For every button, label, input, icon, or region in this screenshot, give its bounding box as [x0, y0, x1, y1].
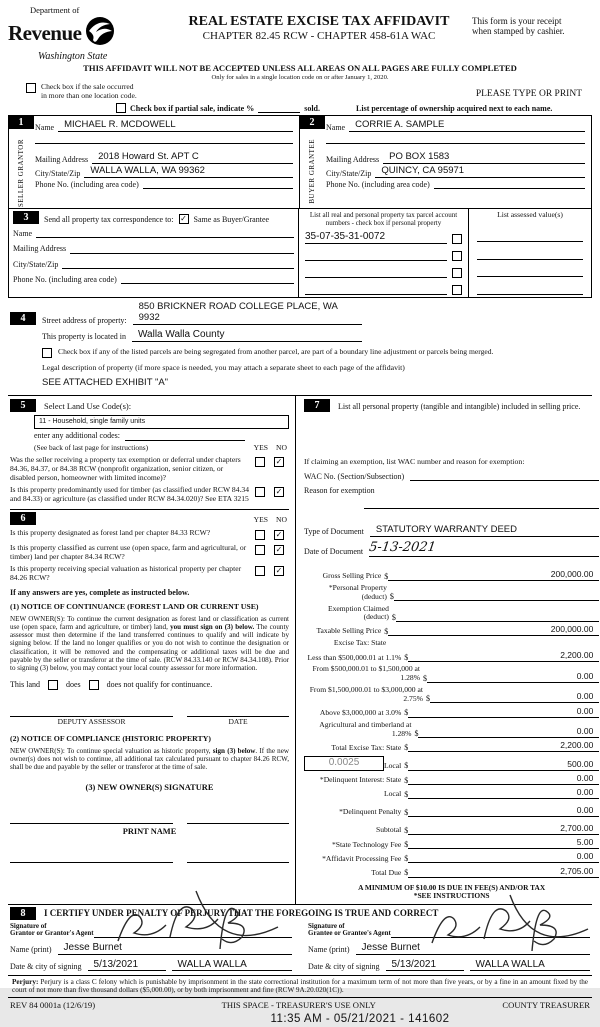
location-row: [8, 83, 592, 100]
s5-yes-header: YES: [253, 442, 269, 452]
seller-percent-field[interactable]: [35, 134, 293, 144]
grantee-signature-line[interactable]: [391, 923, 590, 938]
page-title: REAL ESTATE EXCISE TAX AFFIDAVIT: [188, 14, 450, 29]
tier1-label: Less than $500,000.01 at 1.1%: [307, 652, 402, 662]
county-field[interactable]: Walla Walla County: [132, 329, 362, 342]
grantor-signature-line[interactable]: [94, 923, 292, 938]
assessed-value-field-2[interactable]: [477, 246, 583, 260]
segregated-checkbox[interactable]: [42, 348, 52, 358]
corr-name-field[interactable]: [36, 237, 294, 238]
gross-price-field[interactable]: 200,000.00: [388, 570, 599, 581]
new-owner-signature-line-1[interactable]: [10, 823, 173, 825]
exemption-deduct-label: Exemption Claimed (deduct): [327, 603, 389, 622]
section-1-tab: 1: [8, 116, 34, 129]
tier4-field[interactable]: 0.00: [408, 707, 599, 718]
buyer-grantee-label: BUYER GRANTEE: [307, 139, 316, 204]
seller-grantor-label: SELLER GRANTOR: [16, 139, 25, 208]
s5-q1-yes-checkbox[interactable]: [255, 457, 265, 467]
personal-property-field[interactable]: [304, 412, 599, 458]
tier2-field[interactable]: 0.00: [427, 672, 599, 683]
partial-sale-percent-field[interactable]: [258, 103, 300, 113]
tier3-field[interactable]: 0.00: [430, 692, 599, 703]
section-7-tab: 7: [304, 399, 330, 412]
buyer-name-field[interactable]: CORRIE A. SAMPLE: [349, 120, 585, 132]
dor-logo: [8, 6, 166, 62]
logo-state-line: Washington State: [38, 50, 108, 62]
buyer-phone-label: Phone No. (including area code): [326, 180, 430, 190]
parties-section: [8, 115, 592, 209]
rev-number: REV 84 0001a (12/6/19): [10, 999, 96, 1010]
street-address-label: Street address of property:: [42, 315, 127, 325]
total-due-field[interactable]: 2,705.00: [408, 867, 599, 878]
parcel-header: List all real and personal property tax parcel account numbers - check box if personal property: [309, 211, 458, 228]
grantor-sig-label-1: Signature of: [10, 921, 47, 930]
buyer-csz-field[interactable]: QUINCY, CA 95971: [375, 166, 585, 178]
street-address-field[interactable]: 850 BRICKNER ROAD COLLEGE PLACE, WA 9932: [133, 302, 363, 325]
grantor-date-city-label: Date & city of signing: [10, 961, 82, 971]
s5-no-header: NO: [276, 442, 287, 452]
section-3-tab: 3: [13, 211, 39, 224]
s6-q2-yes-checkbox[interactable]: [255, 545, 265, 555]
buyer-address-field[interactable]: PO BOX 1583: [383, 152, 585, 164]
partial-sale-label: Check box if partial sale, indicate %: [130, 104, 255, 114]
sold-label: sold.: [304, 104, 321, 114]
agricultural-label: Agricultural and timberland at 1.28%: [319, 719, 412, 738]
corr-csz-label: City/State/Zip: [13, 259, 59, 269]
correspondence-section: [8, 209, 592, 298]
s6-q3-no-checkbox[interactable]: ✓: [275, 566, 283, 576]
grantor-name-print-field[interactable]: Jesse Burnet: [58, 942, 292, 955]
grantee-sig-label-1: Signature of: [308, 921, 345, 930]
footer-row: [8, 998, 592, 1014]
additional-codes-label: enter any additional codes:: [34, 431, 120, 441]
tier2-label: From $500,000.01 to $1,500,000 at 1.28%: [312, 664, 421, 683]
personal-property-label: List all personal property (tangible and intangible) included in selling price.: [338, 402, 581, 412]
grantor-sig-label-2: Grantor or Grantor's Agent: [10, 929, 94, 938]
deputy-date-line[interactable]: DATE: [187, 716, 289, 727]
personal-deduct-field[interactable]: [394, 590, 599, 601]
land-use-code-select[interactable]: 11 - Household, single family units: [34, 415, 289, 429]
seller-csz-label: City/State/Zip: [35, 168, 81, 178]
s6-yes-header: YES: [253, 515, 269, 525]
parcel-number-field-4[interactable]: [305, 282, 447, 295]
seller-box: [8, 115, 300, 209]
buyer-percent-field[interactable]: [326, 134, 585, 144]
s6-q2-no-checkbox[interactable]: ✓: [275, 544, 283, 554]
personal-property-checkbox-3[interactable]: [452, 268, 462, 278]
s5-question-2: Is this property predominantly used for timber (as classified under RCW 84.34 and 84.33) or agriculture (as classified under RCW 84.34.020)? See ETA 3215: [10, 485, 250, 504]
segregated-label: Check box if any of the listed parcels are being segregated from another parcel, are part of a boundary line adjustment or parcels being merged.: [58, 347, 494, 357]
perjury-notice: Perjury: Perjury is a class C felony which is punishable by imprisonment in the state correctional institution for a maximum term of not more than five years, or by a fine in an amount fixed by the court of not more than five thousand dollars ($5,000.00), or by both imprisonment and fine (RCW 9A.20.020(1C)).: [8, 975, 592, 998]
assessed-value-field-3[interactable]: [477, 264, 583, 278]
parcel-number-field-3[interactable]: [305, 265, 447, 278]
total-state-field[interactable]: 2,200.00: [408, 741, 599, 752]
send-correspondence-label: Send all property tax correspondence to:: [44, 215, 174, 225]
partial-sale-checkbox[interactable]: [116, 103, 126, 113]
wac-no-label: WAC No. (Section/Subsection): [304, 472, 405, 482]
land-use-label: Select Land Use Code(s):: [44, 400, 132, 411]
delinq-interest-field[interactable]: 0.00: [408, 774, 599, 785]
buyer-csz-label: City/State/Zip: [326, 168, 372, 178]
personal-deduct-label: *Personal Property (deduct): [328, 582, 387, 601]
see-back-note: (See back of last page for instructions): [34, 442, 149, 452]
subtotal-label: Subtotal: [375, 825, 402, 835]
delinq-penalty-label: *Delinquent Penalty: [339, 807, 402, 817]
exemption-deduct-field[interactable]: [396, 611, 599, 622]
minimum-note: A MINIMUM OF $10.00 IS DUE IN FEE(S) AND/OR TAX: [358, 882, 546, 892]
wac-no-field[interactable]: [410, 471, 599, 481]
reason-exemption-field[interactable]: [364, 498, 599, 509]
tier3-label: From $1,500,000.01 to $3,000,000 at 2.75%: [309, 685, 423, 703]
date-of-document-field[interactable]: 5-13-2021: [368, 539, 437, 555]
parcel-number-field[interactable]: 35-07-35-31-0072: [305, 231, 447, 244]
tier1-field[interactable]: 2,200.00: [408, 651, 599, 662]
s5-q1-no-checkbox[interactable]: ✓: [275, 457, 283, 467]
land-does-not-checkbox[interactable]: [89, 680, 99, 690]
s6-question-3: Is this property receiving special valuation as historical property per chapter 84.26 RCW?: [10, 564, 242, 583]
notice-compliance-title: (2) NOTICE OF COMPLIANCE (HISTORIC PROPERTY): [10, 733, 211, 743]
exemption-claim-label: If claiming an exemption, list WAC number and reason for exemption:: [304, 456, 525, 466]
notice-continuance-text: NEW OWNER(S): To continue the current designation as forest land or classification as current use (open space, farm and agriculture, or timber) land, you must sign on (3) below. The county assessor must then determine if the land transferred continues to qualify and will indicate by signing below. If the land no longer qualifies or you do not wish to continue the designation or classification, it will be removed and the compensating or additional taxes will be due and payable by the seller or transferor at the time of sale. (RCW 84.33.140 or RCW 84.34.108). Prior to signing (3) below, you may contact your local county assessor for more information.: [10, 614, 289, 672]
delinq-local-field[interactable]: 0.00: [408, 788, 599, 799]
certify-statement: I CERTIFY UNDER PENALTY OF PERJURY THAT THE FOREGOING IS TRUE AND CORRECT: [44, 907, 439, 918]
local-rate-box: 0.0025: [304, 756, 384, 771]
s5-q2-no-checkbox[interactable]: ✓: [275, 487, 283, 497]
s6-q1-yes-checkbox[interactable]: [255, 530, 265, 540]
page-subtitle: CHAPTER 82.45 RCW - CHAPTER 458-61A WAC: [202, 30, 436, 43]
seller-csz-field[interactable]: WALLA WALLA, WA 99362: [84, 166, 293, 178]
tier4-label: Above $3,000,000 at 3.0%: [319, 707, 402, 717]
legal-description-label: Legal description of property (if more space is needed, you may attach a separate sheet to each page of the affidavit): [42, 362, 405, 372]
total-due-label: Total Due: [371, 867, 402, 877]
gross-price-label: Gross Selling Price: [322, 570, 382, 580]
located-in-label: This property is located in: [42, 332, 126, 342]
tax-computation: Gross Selling Price $ 200,000.00 *Personal Property (deduct) $ Exemption Claimed (deduct) $ Taxable Selling Price $ 200,000.00 Excise Tax: State Less than $500,000.01 at 1.1% $ 2,200.00 From $500,000.01 to $1,500,000 at 1.28% $ 0.00 From $1,500,000.01 to $3,000,000 at 2.75% $ 0.00 Above $3,000,000 at 3.0% $ 0.00 Agricultural and timberland at 1.28% $ 0.00 Total Excise Tax: State $ 2,200.00 0.0025 Local $ 500.00 *Delinquent Interest: State $ 0.00 Local $ 0.00 *Delinquent Penalty $ 0.00 Subtotal $ 2,700.00 *State Technology Fee $ 5.00 *Affidavit Processing Fee $ 0.00 Total Due $ 2,705.00: [304, 567, 599, 878]
please-type-label: PLEASE TYPE OR PRINT: [475, 89, 582, 100]
section-5-tab: 5: [10, 399, 36, 412]
same-as-buyer-label: Same as Buyer/Grantee: [193, 215, 270, 225]
tech-fee-label: *State Technology Fee: [331, 839, 402, 849]
grantee-city-field[interactable]: WALLA WALLA: [470, 959, 590, 972]
grantee-sig-label-2: Grantee or Grantee's Agent: [308, 929, 391, 938]
delinq-penalty-field[interactable]: 0.00: [408, 806, 599, 817]
buyer-box: [300, 115, 592, 209]
local-label: Local: [384, 760, 402, 770]
seller-address-field[interactable]: 2018 Howard St. APT C: [92, 152, 293, 164]
s5-question-1: Was the seller receiving a property tax exemption or deferral under chapters 84.36, 84.37, or 84.38 RCW (nonprofit organization, senior citizen, or disabled person, homeowner with limited income)?: [10, 455, 241, 482]
acceptance-notice: THIS AFFIDAVIT WILL NOT BE ACCEPTED UNLESS ALL AREAS ON ALL PAGES ARE FULLY COMPLETED: [83, 63, 517, 74]
taxable-price-field[interactable]: 200,000.00: [388, 625, 599, 636]
agricultural-field[interactable]: 0.00: [418, 727, 599, 738]
grantor-date-field[interactable]: 5/13/2021: [88, 959, 166, 972]
ownership-label: List percentage of ownership acquired next to each name.: [356, 104, 553, 114]
taxable-price-label: Taxable Selling Price: [316, 626, 382, 636]
affidavit-fee-field[interactable]: 0.00: [408, 852, 599, 863]
corr-address-label: Mailing Address: [13, 244, 67, 254]
personal-property-checkbox-2[interactable]: [452, 251, 462, 261]
corr-phone-label: Phone No. (including area code): [13, 274, 117, 284]
section-6: [10, 509, 289, 864]
see-instructions-note: *SEE INSTRUCTIONS: [413, 891, 490, 901]
seller-name-label: Name: [35, 123, 55, 133]
personal-property-checkbox-1[interactable]: [452, 234, 462, 244]
print-name-label: PRINT NAME: [122, 826, 177, 836]
section-6-tab: 6: [10, 512, 36, 525]
subtotal-field[interactable]: 2,700.00: [408, 824, 599, 835]
print-name-line-2[interactable]: [187, 862, 289, 864]
seller-address-label: Mailing Address: [35, 154, 89, 164]
date-of-document-label: Date of Document: [304, 547, 364, 557]
parcel-number-field-2[interactable]: [305, 248, 447, 261]
corr-csz-field[interactable]: [62, 268, 294, 269]
notice-continuance-title: (1) NOTICE OF CONTINUANCE (FOREST LAND OR CURRENT USE): [10, 601, 259, 611]
notice-compliance-text: NEW OWNER(S): To continue special valuation as historic property, sign (3) below. If the new owner(s) does not wish to continue, all additional tax calculated pursuant to chapter 84.26 RCW, shall be due and payable by the seller or transferor at the time of sale.: [10, 746, 290, 771]
corr-phone-field[interactable]: [121, 283, 294, 284]
title-block: [166, 6, 472, 43]
grantee-name-print-field[interactable]: Jesse Burnet: [356, 942, 590, 955]
corr-address-field[interactable]: [70, 253, 294, 254]
s6-no-header: NO: [276, 515, 287, 525]
personal-property-checkbox-4[interactable]: [452, 285, 462, 295]
delinq-local-label: Local: [384, 789, 402, 799]
grantee-name-print-label: Name (print): [308, 945, 350, 955]
section-8-tab: 8: [10, 907, 36, 920]
s6-question-1: Is this property designated as forest land per chapter 84.33 RCW?: [10, 527, 211, 537]
s6-question-2: Is this property classified as current use (open space, farm and agricultural, or timber) land per chapter 84.34 RCW?: [10, 542, 247, 561]
same-as-buyer-checkbox[interactable]: ✓: [180, 214, 187, 224]
does-not-label: does not qualify for continuance.: [106, 680, 213, 690]
seller-phone-label: Phone No. (including area code): [35, 180, 139, 190]
reason-exemption-label: Reason for exemption: [304, 486, 375, 496]
s6-q3-yes-checkbox[interactable]: [255, 566, 265, 576]
treasurer-space-label: THIS SPACE - TREASURER'S USE ONLY: [221, 999, 376, 1010]
legal-description-field[interactable]: SEE ATTACHED EXHIBIT "A": [42, 376, 169, 388]
seller-name-field[interactable]: MICHAEL R. MCDOWELL: [58, 120, 293, 132]
local-field[interactable]: 500.00: [408, 760, 599, 771]
s6-note: If any answers are yes, complete as instructed below.: [10, 587, 190, 597]
logo-dept-line: Department of: [30, 5, 80, 15]
excise-state-header: Excise Tax: State: [333, 638, 387, 648]
s5-q2-yes-checkbox[interactable]: [255, 487, 265, 497]
single-location-note: Only for sales in a single location code on or after January 1, 2020.: [211, 74, 389, 82]
grantor-city-field[interactable]: WALLA WALLA: [172, 959, 292, 972]
seller-phone-field[interactable]: [143, 188, 293, 189]
corr-name-label: Name: [13, 229, 33, 239]
assessed-value-field-4[interactable]: [477, 281, 583, 295]
affidavit-fee-label: *Affidavit Processing Fee: [322, 853, 402, 863]
county-treasurer-label: COUNTY TREASURER: [502, 999, 590, 1010]
receipt-note: This form is your receipt when stamped by cashier.: [472, 16, 565, 37]
multi-location-checkbox[interactable]: [26, 83, 36, 93]
multi-location-label: Check box if the sale occurred in more than one location code.: [41, 81, 137, 100]
print-name-line-1[interactable]: [10, 862, 173, 864]
logo-revenue-text: Revenue: [8, 21, 82, 46]
buyer-phone-field[interactable]: [434, 188, 585, 189]
grantee-date-city-label: Date & city of signing: [308, 961, 380, 971]
dor-swirl-icon: [85, 16, 115, 51]
deputy-assessor-signature-line[interactable]: DEPUTY ASSESSOR: [10, 716, 173, 727]
land-does-checkbox[interactable]: [48, 680, 58, 690]
section-2-tab: 2: [299, 116, 325, 129]
type-of-document-field[interactable]: STATUTORY WARRANTY DEED: [370, 525, 599, 537]
assessed-header: List assessed value(s): [497, 210, 563, 220]
partial-sale-row: [116, 103, 592, 113]
grantee-date-field[interactable]: 5/13/2021: [386, 959, 464, 972]
type-of-document-label: Type of Document: [304, 527, 364, 537]
delinq-interest-label: *Delinquent Interest: State: [319, 775, 402, 785]
new-owner-signature-title: (3) NEW OWNER(S) SIGNATURE: [85, 783, 214, 793]
property-section: [8, 298, 592, 395]
middle-columns: [8, 396, 592, 904]
additional-codes-field[interactable]: [125, 431, 245, 441]
header: [8, 6, 592, 62]
assessed-value-field-1[interactable]: [477, 228, 583, 242]
certification-section: [8, 904, 592, 971]
section-4-tab: 4: [10, 312, 36, 325]
total-state-label: Total Excise Tax: State: [331, 742, 402, 752]
does-label: does: [66, 680, 81, 690]
new-owner-signature-line-2[interactable]: [187, 823, 289, 825]
s6-q1-no-checkbox[interactable]: ✓: [275, 529, 283, 539]
grantor-name-print-label: Name (print): [10, 945, 52, 955]
buyer-address-label: Mailing Address: [326, 154, 380, 164]
tech-fee-field[interactable]: 5.00: [408, 838, 599, 849]
this-land-label: This land: [10, 680, 40, 690]
buyer-name-label: Name: [326, 123, 346, 133]
cashier-timestamp: 11:35 AM - 05/21/2021 - 141602: [270, 1013, 450, 1026]
